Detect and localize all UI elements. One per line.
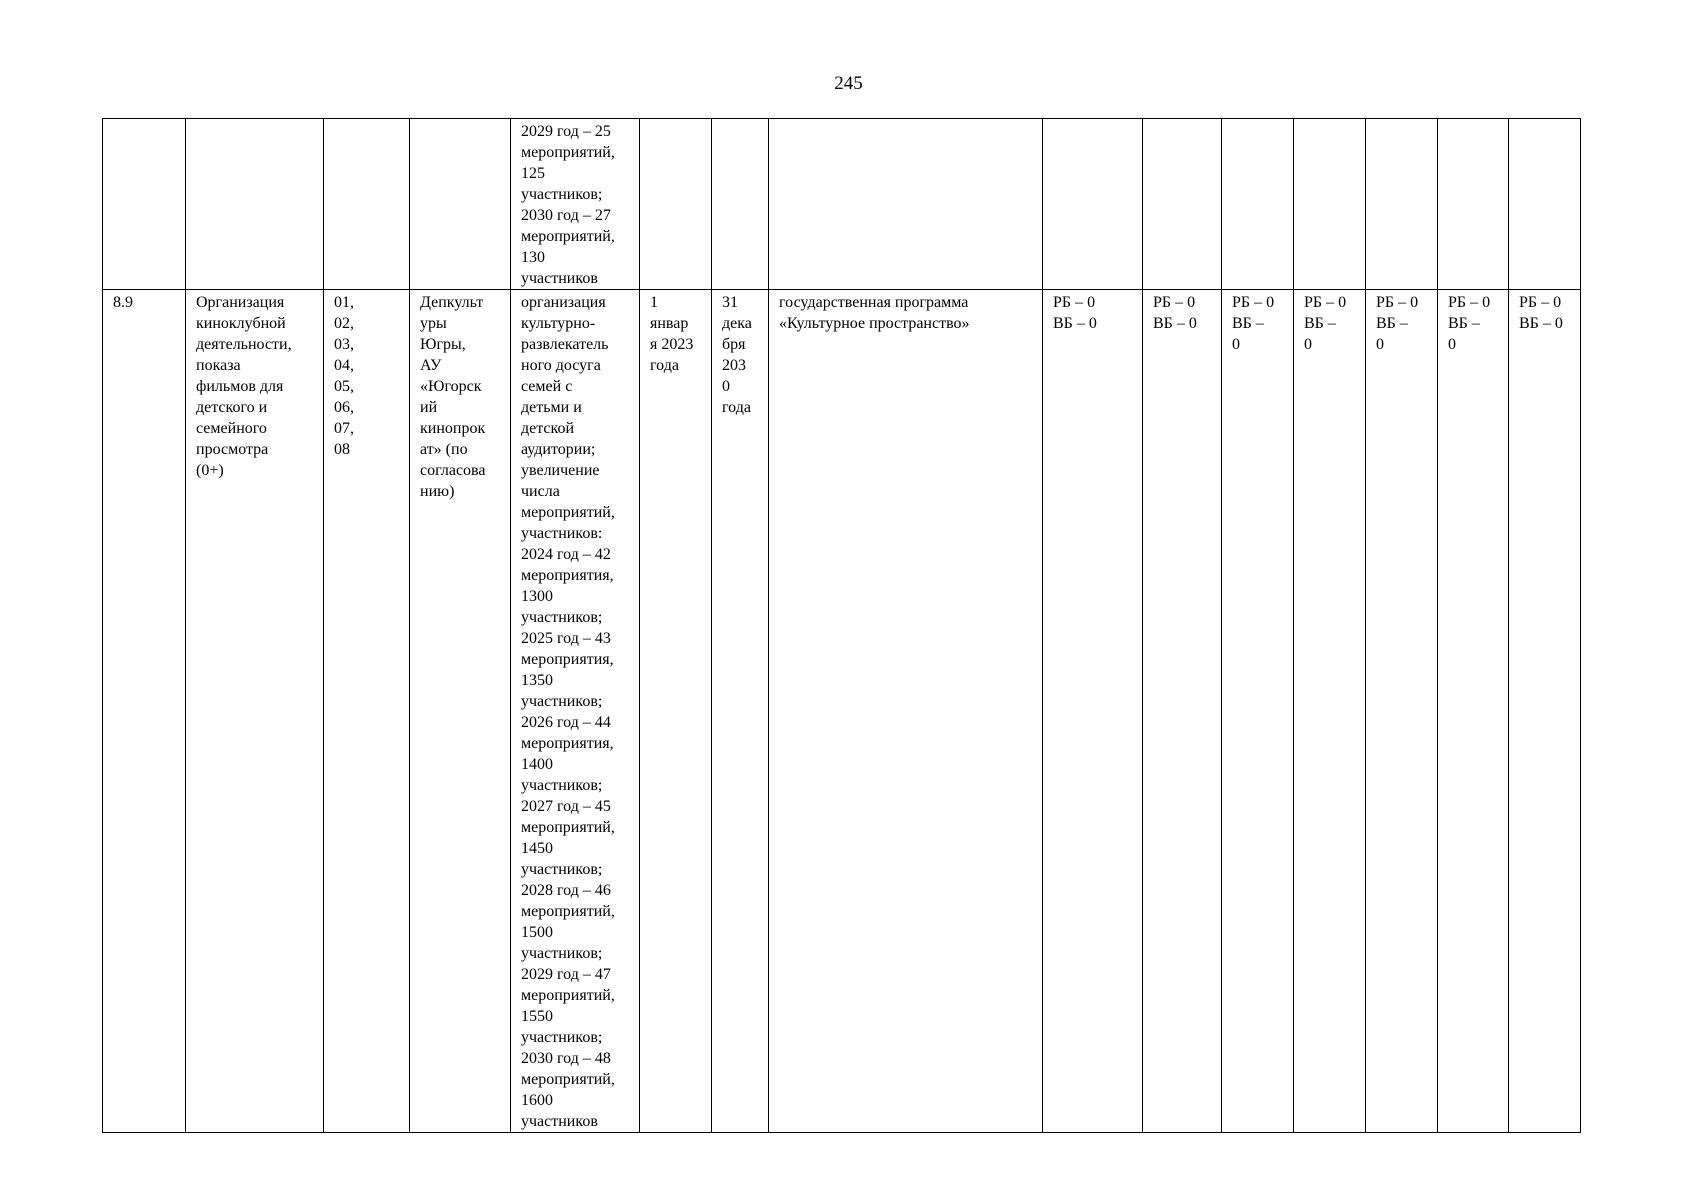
cell-program — [769, 119, 1043, 290]
cell-funding — [1509, 119, 1581, 290]
cell-start: 1 январ я 2023 года — [640, 290, 712, 1133]
page-number: 245 — [834, 73, 863, 94]
cell-name — [186, 119, 324, 290]
cell-funding: РБ – 0 ВБ – 0 — [1366, 290, 1438, 1133]
table-row — [103, 290, 1581, 1133]
cell-funding: РБ – 0 ВБ – 0 — [1143, 290, 1222, 1133]
cell-name: Организация киноклубной деятельности, показа фильмов для детского и семейного просмотра (0+) — [186, 290, 324, 1133]
table-row — [103, 119, 1581, 290]
cell-funding: РБ – 0 ВБ – 0 — [1509, 290, 1581, 1133]
cell-num — [103, 119, 186, 290]
cell-funding — [1222, 119, 1294, 290]
cell-executor: Депкульт уры Югры, АУ «Югорск ий кинопрок ат» (по согласова нию) — [410, 290, 511, 1133]
cell-funding — [1043, 119, 1143, 290]
cell-end: 31 дека бря 203 0 года — [712, 290, 769, 1133]
cell-funding: РБ – 0 ВБ – 0 — [1294, 290, 1366, 1133]
cell-funding: РБ – 0 ВБ – 0 — [1438, 290, 1509, 1133]
cell-funding — [1366, 119, 1438, 290]
cell-codes: 01, 02, 03, 04, 05, 06, 07, 08 — [324, 290, 410, 1133]
cell-results: 2029 год – 25 мероприятий, 125 участников; 2030 год – 27 мероприятий, 130 участников — [511, 119, 640, 290]
cell-executor — [410, 119, 511, 290]
cell-funding: РБ – 0 ВБ – 0 — [1043, 290, 1143, 1133]
cell-funding: РБ – 0 ВБ – 0 — [1222, 290, 1294, 1133]
cell-num: 8.9 — [103, 290, 186, 1133]
cell-program: государственная программа «Культурное пространство» — [769, 290, 1043, 1133]
cell-end — [712, 119, 769, 290]
cell-funding — [1143, 119, 1222, 290]
cell-funding — [1438, 119, 1509, 290]
measures-table — [102, 118, 1581, 1133]
cell-start — [640, 119, 712, 290]
cell-funding — [1294, 119, 1366, 290]
cell-results: организация культурно- развлекатель ного досуга семей с детьми и детской аудитории; увеличение числа мероприятий, участников: 2024 год – 42 мероприятия, 1300 участников; 2025 год – 43 мероприятия, 1350 участников; 2026 год – 44 мероприятия, 1400 участников; 2027 год – 45 мероприятий, 1450 участников; 2028 год – 46 мероприятий, 1500 участников; 2029 год – 47 мероприятий, 1550 участников; 2030 год – 48 мероприятий, 1600 участников — [511, 290, 640, 1133]
cell-codes — [324, 119, 410, 290]
